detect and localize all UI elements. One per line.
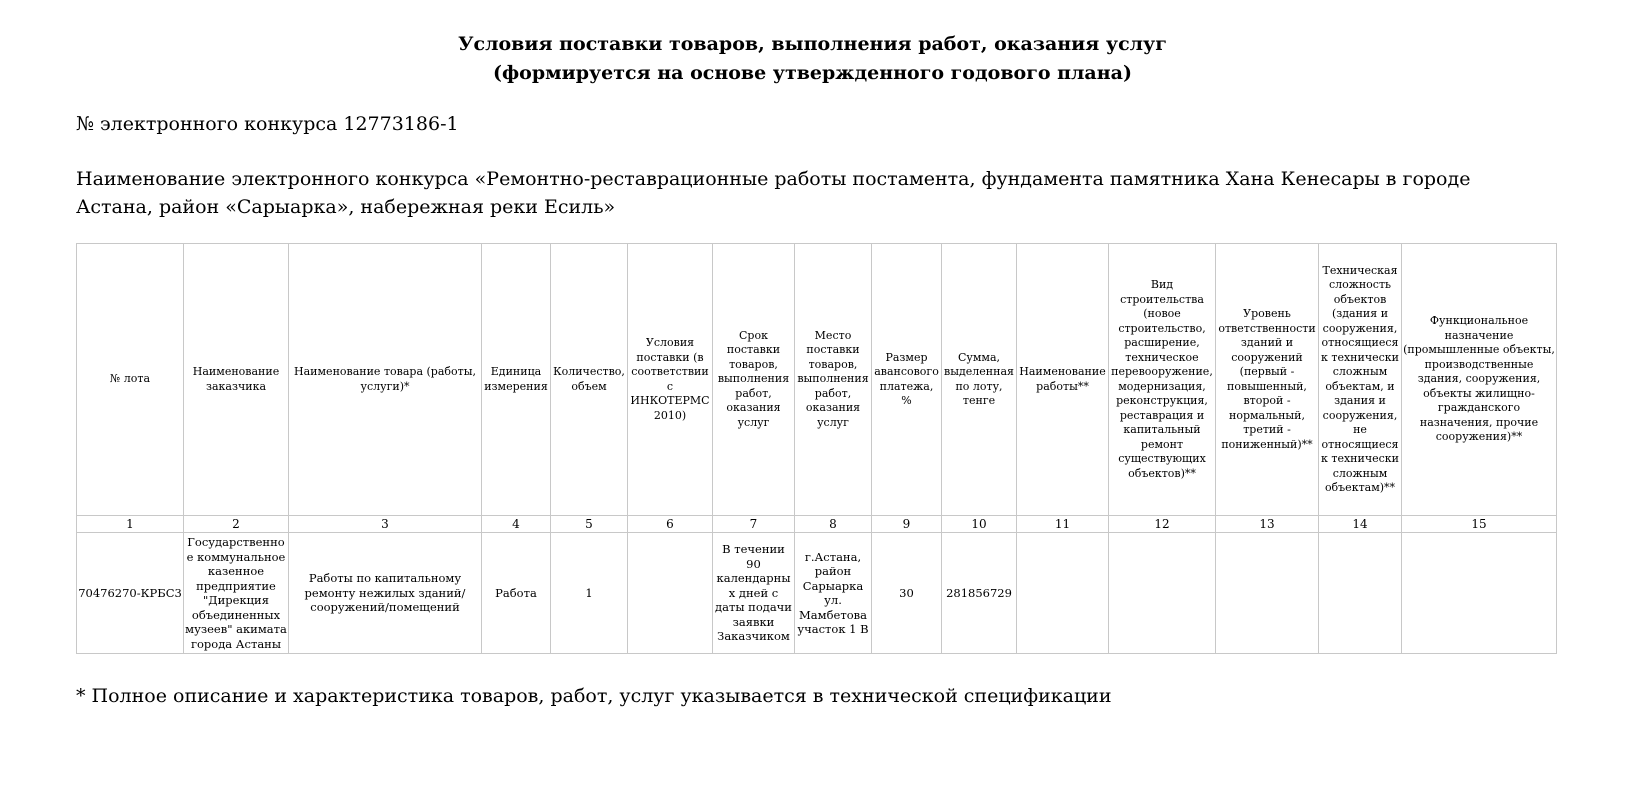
column-number-row xyxy=(77,516,1557,533)
header-cell: Наименование товара (работы, услуги)* xyxy=(289,244,482,516)
column-number: 6 xyxy=(628,516,713,533)
customer-cell: Государственное коммунальное казенное предприятие "Дирекция объединенных музеев" акимата города Астаны xyxy=(184,533,289,654)
column-number: 13 xyxy=(1216,516,1319,533)
column-number: 8 xyxy=(795,516,872,533)
footnote: * Полное описание и характеристика товаров, работ, услуг указывается в технической спецификации xyxy=(76,685,1112,707)
delivery-period-cell: В течении 90 календарных дней с даты подачи заявки Заказчиком xyxy=(713,533,795,654)
document-title xyxy=(0,30,1625,88)
column-number: 11 xyxy=(1017,516,1109,533)
advance-payment-cell: 30 xyxy=(872,533,942,654)
header-cell: Уровень ответственности зданий и сооружений (первый - повышенный, второй - нормальный, третий - пониженный)** xyxy=(1216,244,1319,516)
header-cell: Функциональное назначение (промышленные объекты, производственные здания, сооружения, объекты жилищно-гражданского назначения, прочие сооружения)** xyxy=(1402,244,1557,516)
column-number: 1 xyxy=(77,516,184,533)
column-number: 12 xyxy=(1109,516,1216,533)
header-cell: Техническая сложность объектов (здания и сооружения, относящиеся к технически сложным объектам, и здания и сооружения, не относящиеся к технически сложным объектам)** xyxy=(1319,244,1402,516)
header-cell: Размер авансового платежа, % xyxy=(872,244,942,516)
delivery-terms-cell xyxy=(628,533,713,654)
column-number: 9 xyxy=(872,516,942,533)
table-header-row xyxy=(77,244,1557,516)
contest-number: № электронного конкурса 12773186-1 xyxy=(76,113,459,135)
header-cell: Количество, объем xyxy=(551,244,628,516)
header-cell: Место поставки товаров, выполнения работ, оказания услуг xyxy=(795,244,872,516)
column-number: 5 xyxy=(551,516,628,533)
column-number: 2 xyxy=(184,516,289,533)
conditions-table xyxy=(76,243,1557,654)
contest-name: Наименование электронного конкурса «Ремонтно-реставрационные работы постамента, фундамента памятника Хана Кенесары в городе Астана, район «Сарыарка», набережная реки Есиль» xyxy=(76,168,1471,218)
column-number: 15 xyxy=(1402,516,1557,533)
header-cell: Условия поставки (в соответствии с ИНКОТЕРМС 2010) xyxy=(628,244,713,516)
amount-cell: 281856729 xyxy=(942,533,1017,654)
delivery-place-cell: г.Астана, район Сарыарка ул. Мамбетова участок 1 В xyxy=(795,533,872,654)
functional-purpose-cell xyxy=(1402,533,1557,654)
column-number: 14 xyxy=(1319,516,1402,533)
header-cell: Наименование работы** xyxy=(1017,244,1109,516)
unit-cell: Работа xyxy=(482,533,551,654)
title-line-1: Условия поставки товаров, выполнения работ, оказания услуг xyxy=(458,33,1167,55)
column-number: 10 xyxy=(942,516,1017,533)
lot-number-cell: 70476270-КРБС3 xyxy=(77,533,184,654)
table-row xyxy=(77,533,1557,654)
header-cell: Вид строительства (новое строительство, расширение, техническое перевооружение, модернизация, реконструкция, реставрация и капитальный ремонт существующих объектов)** xyxy=(1109,244,1216,516)
technical-complexity-cell xyxy=(1319,533,1402,654)
header-cell: Сумма, выделенная по лоту, тенге xyxy=(942,244,1017,516)
header-cell: Срок поставки товаров, выполнения работ, оказания услуг xyxy=(713,244,795,516)
column-number: 4 xyxy=(482,516,551,533)
quantity-cell: 1 xyxy=(551,533,628,654)
header-cell: Наименование заказчика xyxy=(184,244,289,516)
header-cell: № лота xyxy=(77,244,184,516)
work-name-cell xyxy=(1017,533,1109,654)
column-number: 3 xyxy=(289,516,482,533)
construction-type-cell xyxy=(1109,533,1216,654)
responsibility-level-cell xyxy=(1216,533,1319,654)
title-line-2: (формируется на основе утвержденного годового плана) xyxy=(493,62,1132,84)
header-cell: Единица измерения xyxy=(482,244,551,516)
goods-name-cell: Работы по капитальному ремонту нежилых зданий/сооружений/помещений xyxy=(289,533,482,654)
column-number: 7 xyxy=(713,516,795,533)
